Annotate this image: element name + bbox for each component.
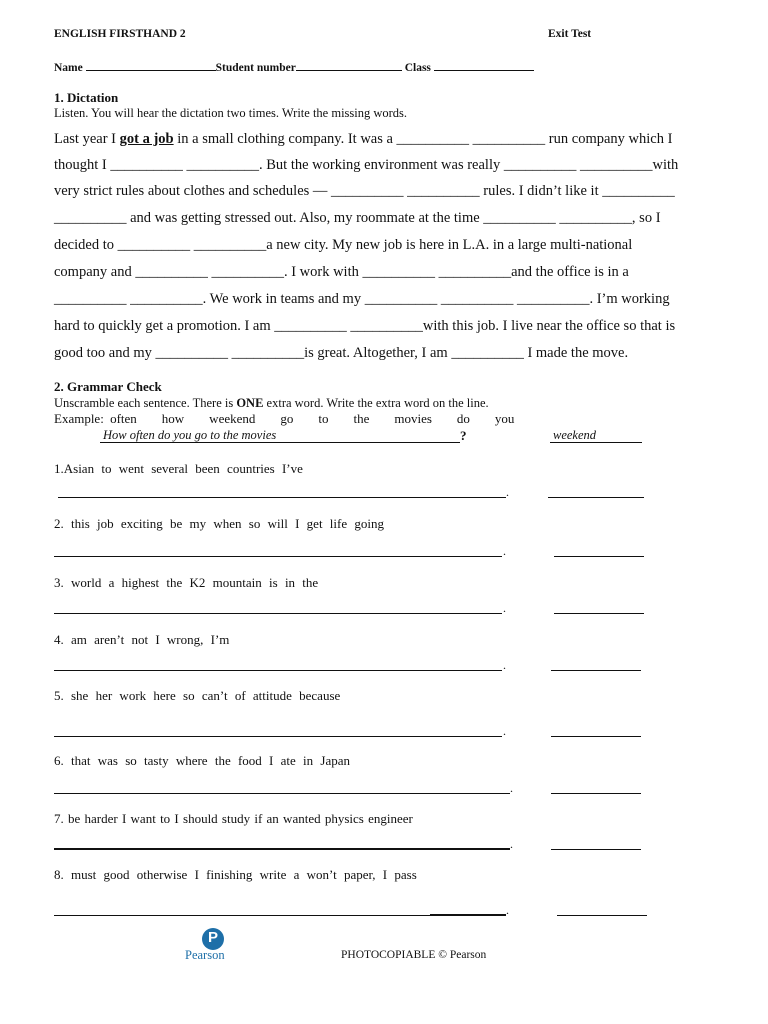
answer-line-1[interactable]	[58, 497, 506, 498]
question-4-text: 4. am aren’t not I wrong, I’m	[54, 632, 230, 647]
class-field[interactable]	[434, 59, 534, 71]
line-end-dot: .	[503, 544, 506, 558]
question-5-text: 5. she her work here so can’t of attitude because	[54, 688, 341, 703]
question-3-text: 3. world a highest the K2 mountain is in the	[54, 575, 319, 590]
example-label: Example:	[54, 411, 104, 426]
dictation-text: Last year I	[54, 131, 120, 147]
line-end-dot: .	[510, 837, 513, 851]
question-2-text: 2. this job exciting be my when so will I get life going	[54, 516, 384, 531]
grammar-title: 2. Grammar Check	[54, 379, 162, 394]
dictation-line: thought I __________ __________. But the working environment was really __________ __________with	[54, 157, 679, 173]
line-end-dot: .	[506, 903, 509, 917]
logo-letter: P	[207, 929, 218, 946]
dictation-line: very strict rules about clothes and schedules — __________ __________ rules. I didn’t like it __________	[54, 183, 675, 199]
answer-line-6[interactable]	[54, 793, 510, 794]
book-title: ENGLISH FIRSTHAND 2	[54, 28, 186, 40]
dictation-line: good too and my __________ __________is great. Altogether, I am __________ I made the move.	[54, 345, 629, 361]
student-info-row	[54, 59, 534, 74]
answer-line-2[interactable]	[54, 556, 502, 557]
answer-line-8-bold-segment	[430, 914, 506, 916]
class-label: Class	[404, 62, 431, 74]
name-field[interactable]	[86, 59, 216, 71]
line-end-dot: .	[506, 485, 509, 499]
example-answer: How often do you go to the movies	[103, 428, 277, 442]
dictation-instruction: Listen. You will hear the dictation two times. Write the missing words.	[54, 106, 408, 120]
extra-word-line-7[interactable]	[551, 849, 641, 850]
extra-word-line-8[interactable]	[557, 915, 647, 916]
name-label: Name	[54, 62, 83, 74]
extra-word-line-4[interactable]	[551, 670, 641, 671]
answer-line-5[interactable]	[54, 736, 502, 737]
question-1-text: 1.Asian to went several been countries I’ve	[54, 461, 303, 476]
line-end-dot: .	[503, 724, 506, 738]
dictation-line: company and __________ __________. I work with __________ __________and the office is in a	[54, 264, 629, 280]
student-number-field[interactable]	[296, 59, 402, 71]
example-question-mark: ?	[460, 428, 467, 443]
extra-word-line-5[interactable]	[551, 736, 641, 737]
dictation-line: __________ __________. We work in teams and my __________ __________ __________. I’m working	[54, 291, 670, 307]
extra-word-line-3[interactable]	[554, 613, 644, 614]
example-extra-word: weekend	[553, 428, 597, 442]
line-end-dot: .	[503, 658, 506, 672]
answer-line-8[interactable]	[54, 915, 430, 916]
example-row	[54, 411, 514, 427]
instruction-text: Unscramble each sentence. There is	[54, 396, 237, 410]
question-7-text: 7. be harder I want to I should study if an wanted physics engineer	[54, 811, 413, 826]
answer-line-7[interactable]	[54, 848, 510, 850]
dictation-title: 1. Dictation	[54, 90, 119, 105]
dictation-line: decided to __________ __________a new city. My new job is here in L.A. in a large multi-national	[54, 237, 633, 253]
copyright-notice: PHOTOCOPIABLE © Pearson	[341, 949, 487, 961]
dictation-text: in a small clothing company. It was a __________ __________ run company which I	[173, 131, 673, 147]
pearson-logo-text: Pearson	[185, 948, 225, 962]
question-6-text: 6. that was so tasty where the food I ate in Japan	[54, 753, 350, 768]
test-name: Exit Test	[548, 28, 592, 40]
question-8-text: 8. must good otherwise I finishing write a won’t paper, I pass	[54, 867, 417, 882]
instruction-emphasis: ONE	[236, 396, 264, 410]
extra-word-line-1[interactable]	[548, 497, 644, 498]
example-words: often how weekend go to the movies do you	[110, 411, 515, 426]
extra-word-line-2[interactable]	[554, 556, 644, 557]
line-end-dot: .	[510, 781, 513, 795]
line-end-dot: .	[503, 601, 506, 615]
instruction-text: extra word. Write the extra word on the line.	[263, 396, 489, 410]
grammar-instruction	[54, 396, 489, 411]
dictation-emphasis: got a job	[119, 131, 174, 147]
dictation-line: hard to quickly get a promotion. I am __________ __________with this job. I live near the office so that is	[54, 318, 676, 334]
dictation-line: __________ and was getting stressed out. Also, my roommate at the time __________ __________, so I	[54, 210, 661, 226]
answer-line-3[interactable]	[54, 613, 502, 614]
pearson-logo-icon	[202, 928, 224, 950]
dictation-line	[54, 131, 672, 148]
extra-word-line-6[interactable]	[551, 793, 641, 794]
answer-line-4[interactable]	[54, 670, 502, 671]
student-number-label: Student number	[215, 62, 296, 74]
